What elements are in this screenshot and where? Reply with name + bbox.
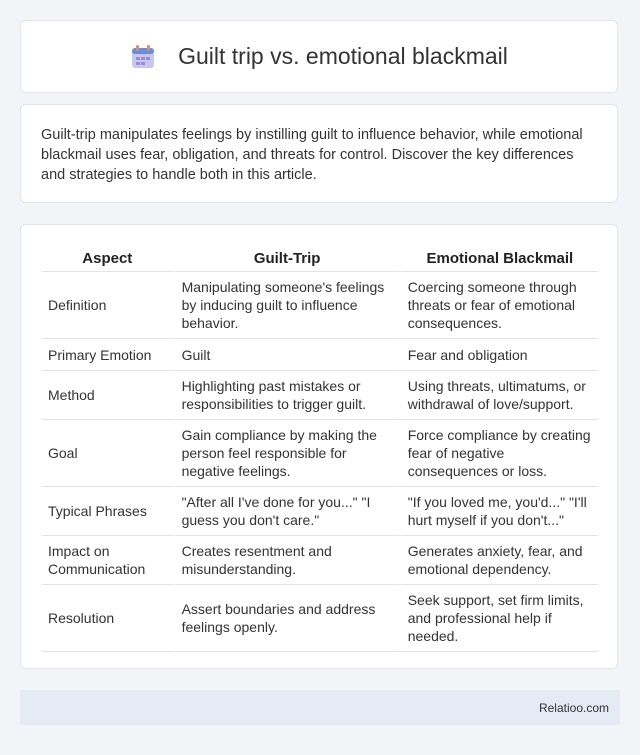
table-row xyxy=(42,536,598,585)
table-row xyxy=(42,487,598,536)
cell-guilt-trip: Guilt xyxy=(173,339,399,371)
cell-guilt-trip: Assert boundaries and address feelings openly. xyxy=(173,585,399,652)
cell-aspect: Method xyxy=(42,371,173,420)
cell-emotional-blackmail: "If you loved me, you'd..." "I'll hurt myself if you don't..." xyxy=(399,487,598,536)
cell-guilt-trip: Gain compliance by making the person feel responsible for negative feelings. xyxy=(173,420,399,487)
cell-guilt-trip: Highlighting past mistakes or responsibilities to trigger guilt. xyxy=(173,371,399,420)
page-title: Guilt trip vs. emotional blackmail xyxy=(178,43,508,69)
cell-guilt-trip: "After all I've done for you..." "I guess you don't care." xyxy=(173,487,399,536)
table-row xyxy=(42,371,598,420)
table-header-row xyxy=(42,245,598,272)
table-row xyxy=(42,420,598,487)
header-guilt-trip: Guilt-Trip xyxy=(173,245,399,272)
title-card xyxy=(20,20,618,93)
comparison-table-card xyxy=(20,224,618,669)
cell-aspect: Goal xyxy=(42,420,173,487)
cell-aspect: Primary Emotion xyxy=(42,339,173,371)
intro-card xyxy=(20,104,618,203)
intro-text: Guilt-trip manipulates feelings by instilling guilt to influence behavior, while emotional blackmail uses fear, obligation, and threats for control. Discover the key differences and strategies to handle both in this article. xyxy=(41,127,583,183)
cell-aspect: Typical Phrases xyxy=(42,487,173,536)
header-emotional-blackmail: Emotional Blackmail xyxy=(399,245,598,272)
table-row xyxy=(42,272,598,339)
cell-emotional-blackmail: Using threats, ultimatums, or withdrawal of love/support. xyxy=(399,371,598,420)
cell-aspect: Impact on Communication xyxy=(42,536,173,585)
footer xyxy=(20,690,620,725)
cell-emotional-blackmail: Generates anxiety, fear, and emotional dependency. xyxy=(399,536,598,585)
cell-guilt-trip: Creates resentment and misunderstanding. xyxy=(173,536,399,585)
cell-emotional-blackmail: Seek support, set firm limits, and professional help if needed. xyxy=(399,585,598,652)
cell-aspect: Definition xyxy=(42,272,173,339)
comparison-table xyxy=(42,245,598,652)
cell-emotional-blackmail: Fear and obligation xyxy=(399,339,598,371)
footer-brand-link[interactable]: Relatioo.com xyxy=(538,700,609,715)
cell-aspect: Resolution xyxy=(42,585,173,652)
header-aspect: Aspect xyxy=(42,245,173,272)
cell-emotional-blackmail: Force compliance by creating fear of negative consequences or loss. xyxy=(399,420,598,487)
cell-guilt-trip: Manipulating someone's feelings by inducing guilt to influence behavior. xyxy=(173,272,399,339)
cell-emotional-blackmail: Coercing someone through threats or fear of emotional consequences. xyxy=(399,272,598,339)
table-row xyxy=(42,585,598,652)
table-row xyxy=(42,339,598,371)
calendar-icon xyxy=(130,44,156,70)
